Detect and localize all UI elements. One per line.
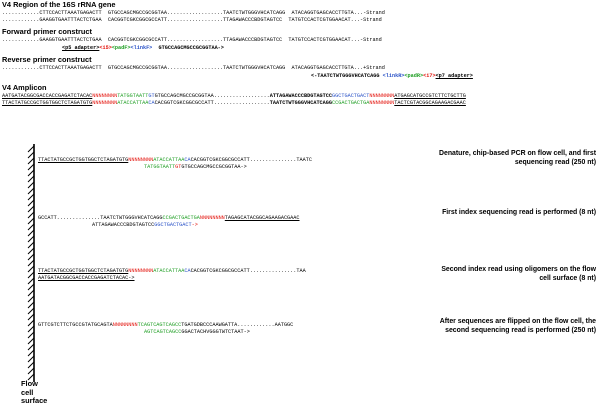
surface-hatch-mark — [28, 188, 34, 194]
reverse-primer-template-strand: ............CTTCCACTTAAATGAGACTT GTGCCAGCMGCCGCGGTAA..................TAATCTWTGGGVHCATCAGG ATACAGGTGAGCACCTTGTA...+Strand — [2, 65, 385, 71]
surface-hatch-mark — [28, 146, 34, 152]
surface-hatch-mark — [28, 254, 34, 260]
surface-hatch-mark — [28, 368, 34, 374]
heading-reverse-primer: Reverse primer construct — [2, 55, 92, 64]
forward-primer-sequence: GTGCCAGCMGCCGCGGTAA-> — [158, 45, 224, 51]
surface-hatch-mark — [28, 248, 34, 254]
step3-strand: TTACTATGCCGCTGGTGGCTCTAGATGTGNNNNNNNNATACCATTAACACACGGTCGKCGGCGCCATT...............TAA — [38, 268, 306, 274]
linkR-label: <linkR> — [382, 73, 405, 79]
surface-hatch-mark — [28, 344, 34, 350]
surface-hatch-mark — [28, 152, 34, 158]
surface-hatch-mark — [28, 242, 34, 248]
amplicon-bottom-strand: TTACTATGCCGCTGGTGGCTCTAGATGTGNNNNNNNNATACCATTAACACACGGTCGKCGGCGCCATT..................TAATCTWTGGGVHCATCAGGCCGACTGACTGANNNNNNNNTACTCGTACGGCAGAAGACGAAC — [2, 100, 466, 106]
step2-description: First index sequencing read is performed (8 nt) — [442, 209, 596, 216]
step1-strand: TTACTATGCCGCTGGTGGCTCTAGATGTGNNNNNNNNATACCATTAACACACGGTCGKCGGCGCCATT...............TAATC — [38, 157, 312, 163]
linkF-label: <linkF> — [130, 45, 153, 51]
surface-hatch-mark — [28, 182, 34, 188]
surface-hatch-mark — [28, 278, 34, 284]
step2-index-primer: ATTAGAWACCCBDGTAGTCCGGCTGACTGACT-> — [92, 222, 198, 228]
surface-hatch-mark — [28, 164, 34, 170]
step3-oligomer: AATGATACGGCGACCACCGAGATCTACAC-> — [38, 275, 135, 281]
surface-hatch-mark — [28, 176, 34, 182]
surface-hatch-mark — [28, 224, 34, 230]
i7-label: <i7> — [423, 73, 436, 79]
step4-read-primer: AGTCAGTCAGCCGGACTACHVGGGTWTCTAAT-> — [144, 329, 250, 335]
heading-forward-primer: Forward primer construct — [2, 27, 92, 36]
surface-hatch-mark — [28, 212, 34, 218]
surface-hatch-mark — [28, 170, 34, 176]
surface-hatch-mark — [28, 236, 34, 242]
surface-hatch-mark — [28, 230, 34, 236]
forward-primer-template-strand: ............GAAGGTGAATTTACTCTGAA CACGGTCGKCGGCGCCATT..................TTAGAWACCCBDGTAGTCC TATGTCCACTCGTGGAACAT...-Strand — [2, 37, 382, 43]
surface-hatch-mark — [28, 296, 34, 302]
step3-description: Second index read using oligomers on the flow cell surface (8 nt) — [441, 266, 596, 282]
padR-label: <padR> — [404, 73, 424, 79]
v4-region-minus-strand: ............GAAGGTGAATTTACTCTGAA CACGGTCGKCGGCGCCATT..................TTAGAWACCCBDGTAGTCC TATGTCCACTCGTGGAACAT...-Strand — [2, 17, 382, 23]
surface-hatch-mark — [28, 314, 34, 320]
reverse-primer-sequence: <-TAATCTWTGGGVHCATCAGG — [311, 73, 380, 79]
p5-adapter-label: <p5 adapter> — [62, 45, 100, 51]
surface-hatch-mark — [28, 260, 34, 266]
surface-hatch-mark — [28, 308, 34, 314]
surface-hatch-mark — [28, 338, 34, 344]
step2-strand: GCCATT..............TAATCTWTGGGVHCATCAGGCCGACTGACTGANNNNNNNNTAGAGCATACGGCAGAAGACGAAC — [38, 215, 300, 221]
i5-label: <i5> — [99, 45, 112, 51]
surface-hatch-mark — [28, 200, 34, 206]
surface-hatch-mark — [28, 362, 34, 368]
surface-hatch-mark — [28, 272, 34, 278]
surface-hatch-mark — [28, 194, 34, 200]
v4-region-plus-strand: ............CTTCCACTTAAATGAGACTT GTGCCAGCMGCCGCGGTAA..................TAATCTWTGGGVHCATCAGG ATACAGGTGAGCACCTTGTA...-Strand — [2, 10, 385, 16]
surface-hatch-mark — [28, 266, 34, 272]
surface-hatch-mark — [28, 302, 34, 308]
padF-label: <padF> — [111, 45, 131, 51]
step1-read-primer: TATGGTAATTGTGTGCCAGCMGCCGCGGTAA-> — [144, 164, 247, 170]
amplicon-top-strand: AATGATACGGCGACCACCGAGATCTACACNNNNNNNNTATGGTAATTGTGTGCCAGCMGCCGCGGTAA..................ATTAGAWACCCBDGTAGTCCGGCTGACTGACTNNNNNNNNATGAGCATGCCGTCTTCTGCTTG — [2, 93, 466, 99]
surface-hatch-mark — [28, 332, 34, 338]
step4-description: After sequences are flipped on the flow cell, the second sequencing read is performed (250 nt) — [439, 318, 596, 334]
surface-hatch-mark — [28, 290, 34, 296]
surface-hatch-mark — [28, 218, 34, 224]
surface-hatch-mark — [28, 356, 34, 362]
surface-hatch-mark — [28, 284, 34, 290]
surface-hatch-mark — [28, 158, 34, 164]
surface-hatch-mark — [28, 206, 34, 212]
surface-hatch-mark — [28, 326, 34, 332]
surface-hatch-mark — [28, 320, 34, 326]
flow-cell-label: Flow cell surface — [21, 379, 48, 406]
surface-hatch-mark — [28, 350, 34, 356]
step4-strand: GTTCGTCTTCTGCCGTATGCAGTANNNNNNNNTCAGTCAGTCAGCCTGATGDBCCCAAWGATTA............AATGGC — [38, 322, 294, 328]
step1-description: Denature, chip-based PCR on flow cell, and first sequencing read (250 nt) — [439, 150, 596, 166]
heading-v4-region: V4 Region of the 16S rRNA gene — [2, 0, 116, 9]
p7-adapter-label: <p7 adapter> — [435, 73, 473, 79]
heading-v4-amplicon: V4 Amplicon — [2, 83, 47, 92]
